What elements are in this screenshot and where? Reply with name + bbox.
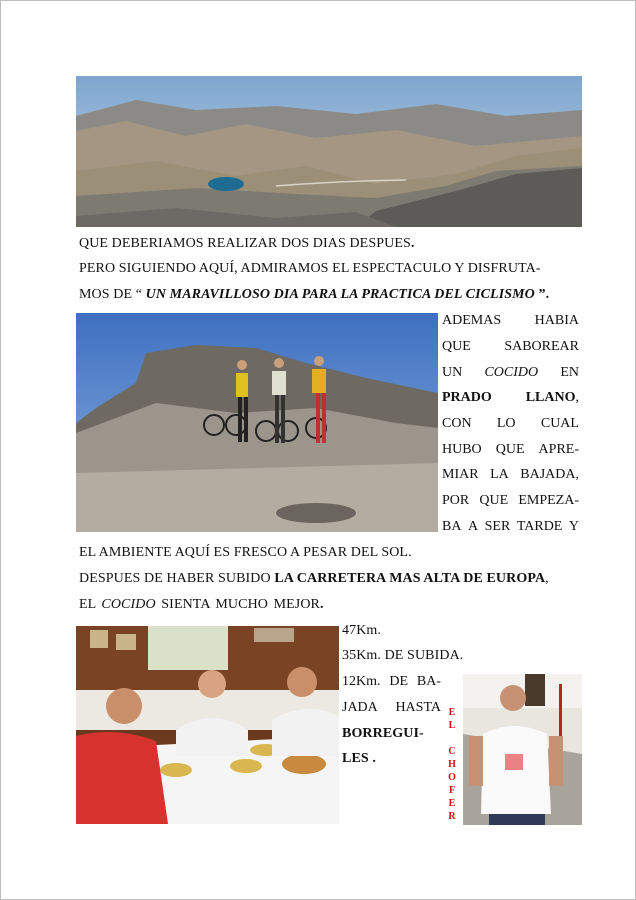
para2-line1: EL AMBIENTE AQUÍ ES FRESCO A PESAR DEL SOL. — [79, 545, 412, 560]
column-line9: BA A SER TARDE Y — [442, 519, 579, 534]
chofer-label: E L C H O F E R — [448, 707, 456, 822]
cyclists-summit-photo — [76, 313, 438, 532]
stats-descent2: JADA HASTA — [342, 700, 441, 715]
column-line8: POR QUE EMPEZA- — [442, 493, 579, 508]
mountain-panorama-photo — [76, 76, 582, 227]
para2-line3: EL COCIDO SIENTA MUCHO MEJOR. — [79, 597, 324, 612]
chofer-portrait-photo — [463, 674, 582, 825]
column-line6: HUBO QUE APRE- — [442, 442, 579, 457]
restaurant-meal-photo — [76, 626, 339, 824]
para1-line3: MOS DE “ UN MARAVILLOSO DIA PARA LA PRACTICA DEL CICLISMO ”. — [79, 287, 550, 302]
column-line3: UN COCIDO EN — [442, 365, 579, 380]
stats-destination1: BORREGUI- — [342, 726, 424, 741]
para2-line2: DESPUES DE HABER SUBIDO LA CARRETERA MAS ALTA DE EUROPA, — [79, 571, 549, 586]
column-line1: ADEMAS HABIA — [442, 313, 579, 328]
column-line7: MIAR LA BAJADA, — [442, 467, 579, 482]
stats-climb: 35Km. DE SUBIDA. — [342, 648, 464, 663]
column-line4: PRADO LLANO, — [442, 390, 579, 405]
para1-line2: PERO SIGUIENDO AQUÍ, ADMIRAMOS EL ESPECTACULO Y DISFRUTA- — [79, 261, 541, 276]
column-line5: CON LO CUAL — [442, 416, 579, 431]
stats-destination2: LES . — [342, 751, 376, 766]
para1-line1: QUE DEBERIAMOS REALIZAR DOS DIAS DESPUES. — [79, 236, 415, 251]
stats-descent: 12Km. DE BA- — [342, 674, 441, 689]
column-line2: QUE SABOREAR — [442, 339, 579, 354]
stats-total: 47Km. — [342, 623, 381, 638]
